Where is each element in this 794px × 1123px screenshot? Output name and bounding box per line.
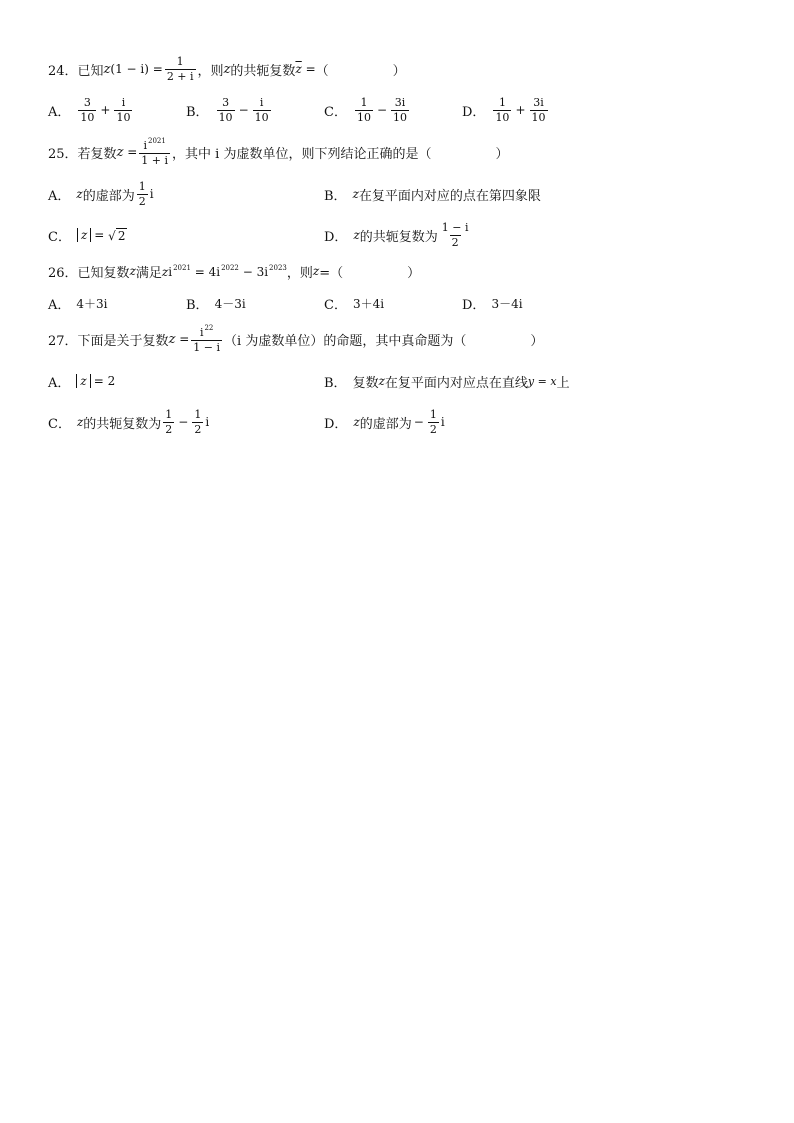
question-24 bbox=[48, 52, 406, 86]
question-stem: ，则 bbox=[286, 265, 313, 281]
math-eq: = bbox=[301, 62, 316, 76]
question-stem: ，其中 i 为虚数单位，则下列结论正确的是（ bbox=[172, 146, 432, 162]
option-b[interactable]: B． $\frac{3}{10}$ − $\frac{i}{10}$ bbox=[186, 95, 269, 124]
question-stem: 下面是关于复数 bbox=[77, 333, 169, 349]
question-stem: 已知复数 bbox=[77, 265, 130, 281]
question-stem: ，则 bbox=[197, 63, 224, 79]
paren-close: ） bbox=[530, 333, 544, 349]
option-a[interactable]: A． $\frac{3}{10}$ + $\frac{i}{10}$ bbox=[48, 95, 131, 124]
option-a[interactable]: A． 4＋3i bbox=[48, 296, 108, 313]
option-d[interactable]: D． z 的共轭复数为 $\frac{1 - i}{2}$ bbox=[324, 220, 469, 249]
option-d[interactable]: D． $\frac{1}{10}$ + $\frac{3i}{10}$ bbox=[462, 95, 546, 124]
option-b[interactable]: B． 4－3i bbox=[186, 296, 246, 313]
math-paren: (1 − i) = bbox=[110, 62, 163, 76]
fraction: $\frac{i^{2021}}{1 + i}$ bbox=[141, 136, 169, 167]
fraction: $\frac{1}{2 + i}$ bbox=[166, 54, 194, 83]
math-z: z bbox=[223, 61, 231, 77]
question-stem: （i 为虚数单位）的命题，其中真命题为（ bbox=[224, 333, 467, 349]
option-b[interactable]: B． 复数 z 在复平面内对应点在直线 y = x 上 bbox=[324, 374, 570, 391]
question-number: 26． bbox=[48, 265, 78, 281]
option-a[interactable]: A． z 的虚部为 $\frac{1}{2}$ i bbox=[48, 179, 154, 208]
question-number: 27． bbox=[48, 333, 78, 349]
question-number: 25． bbox=[48, 146, 78, 162]
option-c[interactable]: C． $\frac{1}{10}$ − $\frac{3i}{10}$ bbox=[324, 95, 408, 124]
question-25-options-cd bbox=[48, 218, 748, 252]
math-equation: $zi^{2021} = 4i^{2022} - 3i^{2023}$ bbox=[161, 263, 287, 279]
question-25: 25． 若复数 z = $\frac{i^{2021}}{1 + i}$ ，其中 i 为虚数单位，则下列结论正确的是（ ） bbox=[48, 136, 509, 167]
question-26: 26． 已知复数 z 满足 $zi^{2021} = 4i^{2022} - 3i^{2023}$ ，则 z =（ ） bbox=[48, 263, 421, 281]
question-stem: 满足 bbox=[135, 265, 162, 281]
option-b[interactable]: B． z 在复平面内对应的点在第四象限 bbox=[324, 187, 541, 204]
paren-close: ） bbox=[495, 146, 509, 162]
question-number: 24． bbox=[48, 63, 78, 79]
option-d[interactable]: D． 3－4i bbox=[462, 296, 523, 313]
option-a[interactable]: A． z = 2 bbox=[48, 374, 116, 391]
option-d[interactable]: D． z 的虚部为 − $\frac{1}{2}$ i bbox=[324, 407, 445, 436]
question-27: 27． 下面是关于复数 z = $\frac{i^{22}}{1 - i}$ （i 为虚数单位）的命题，其中真命题为（ ） bbox=[48, 323, 544, 354]
question-27-options-cd bbox=[48, 405, 748, 439]
question-26-options bbox=[48, 286, 748, 320]
question-stem: 若复数 bbox=[77, 146, 117, 162]
question-stem: 的共轭复数 bbox=[230, 63, 296, 79]
question-27-options-ab bbox=[48, 364, 748, 398]
paren-open: （ bbox=[315, 63, 329, 79]
math-z-bar: $\overline{z}$ bbox=[295, 62, 302, 76]
fraction: $\frac{i^{22}}{1 - i}$ bbox=[193, 323, 221, 354]
math-z: z bbox=[103, 61, 111, 77]
question-stem: 已知 bbox=[77, 63, 104, 79]
option-c[interactable]: C． z 的共轭复数为 $\frac{1}{2}$ − $\frac{1}{2}$ i bbox=[48, 407, 210, 436]
question-24-options bbox=[48, 93, 748, 127]
paren-close: ） bbox=[392, 63, 406, 79]
paren-close: ） bbox=[407, 265, 421, 281]
option-c[interactable]: C． 3＋4i bbox=[324, 296, 385, 313]
option-c[interactable]: C． z = √ 2 bbox=[48, 228, 126, 245]
question-25-options-ab bbox=[48, 177, 748, 211]
question-stem: =（ bbox=[319, 265, 344, 281]
